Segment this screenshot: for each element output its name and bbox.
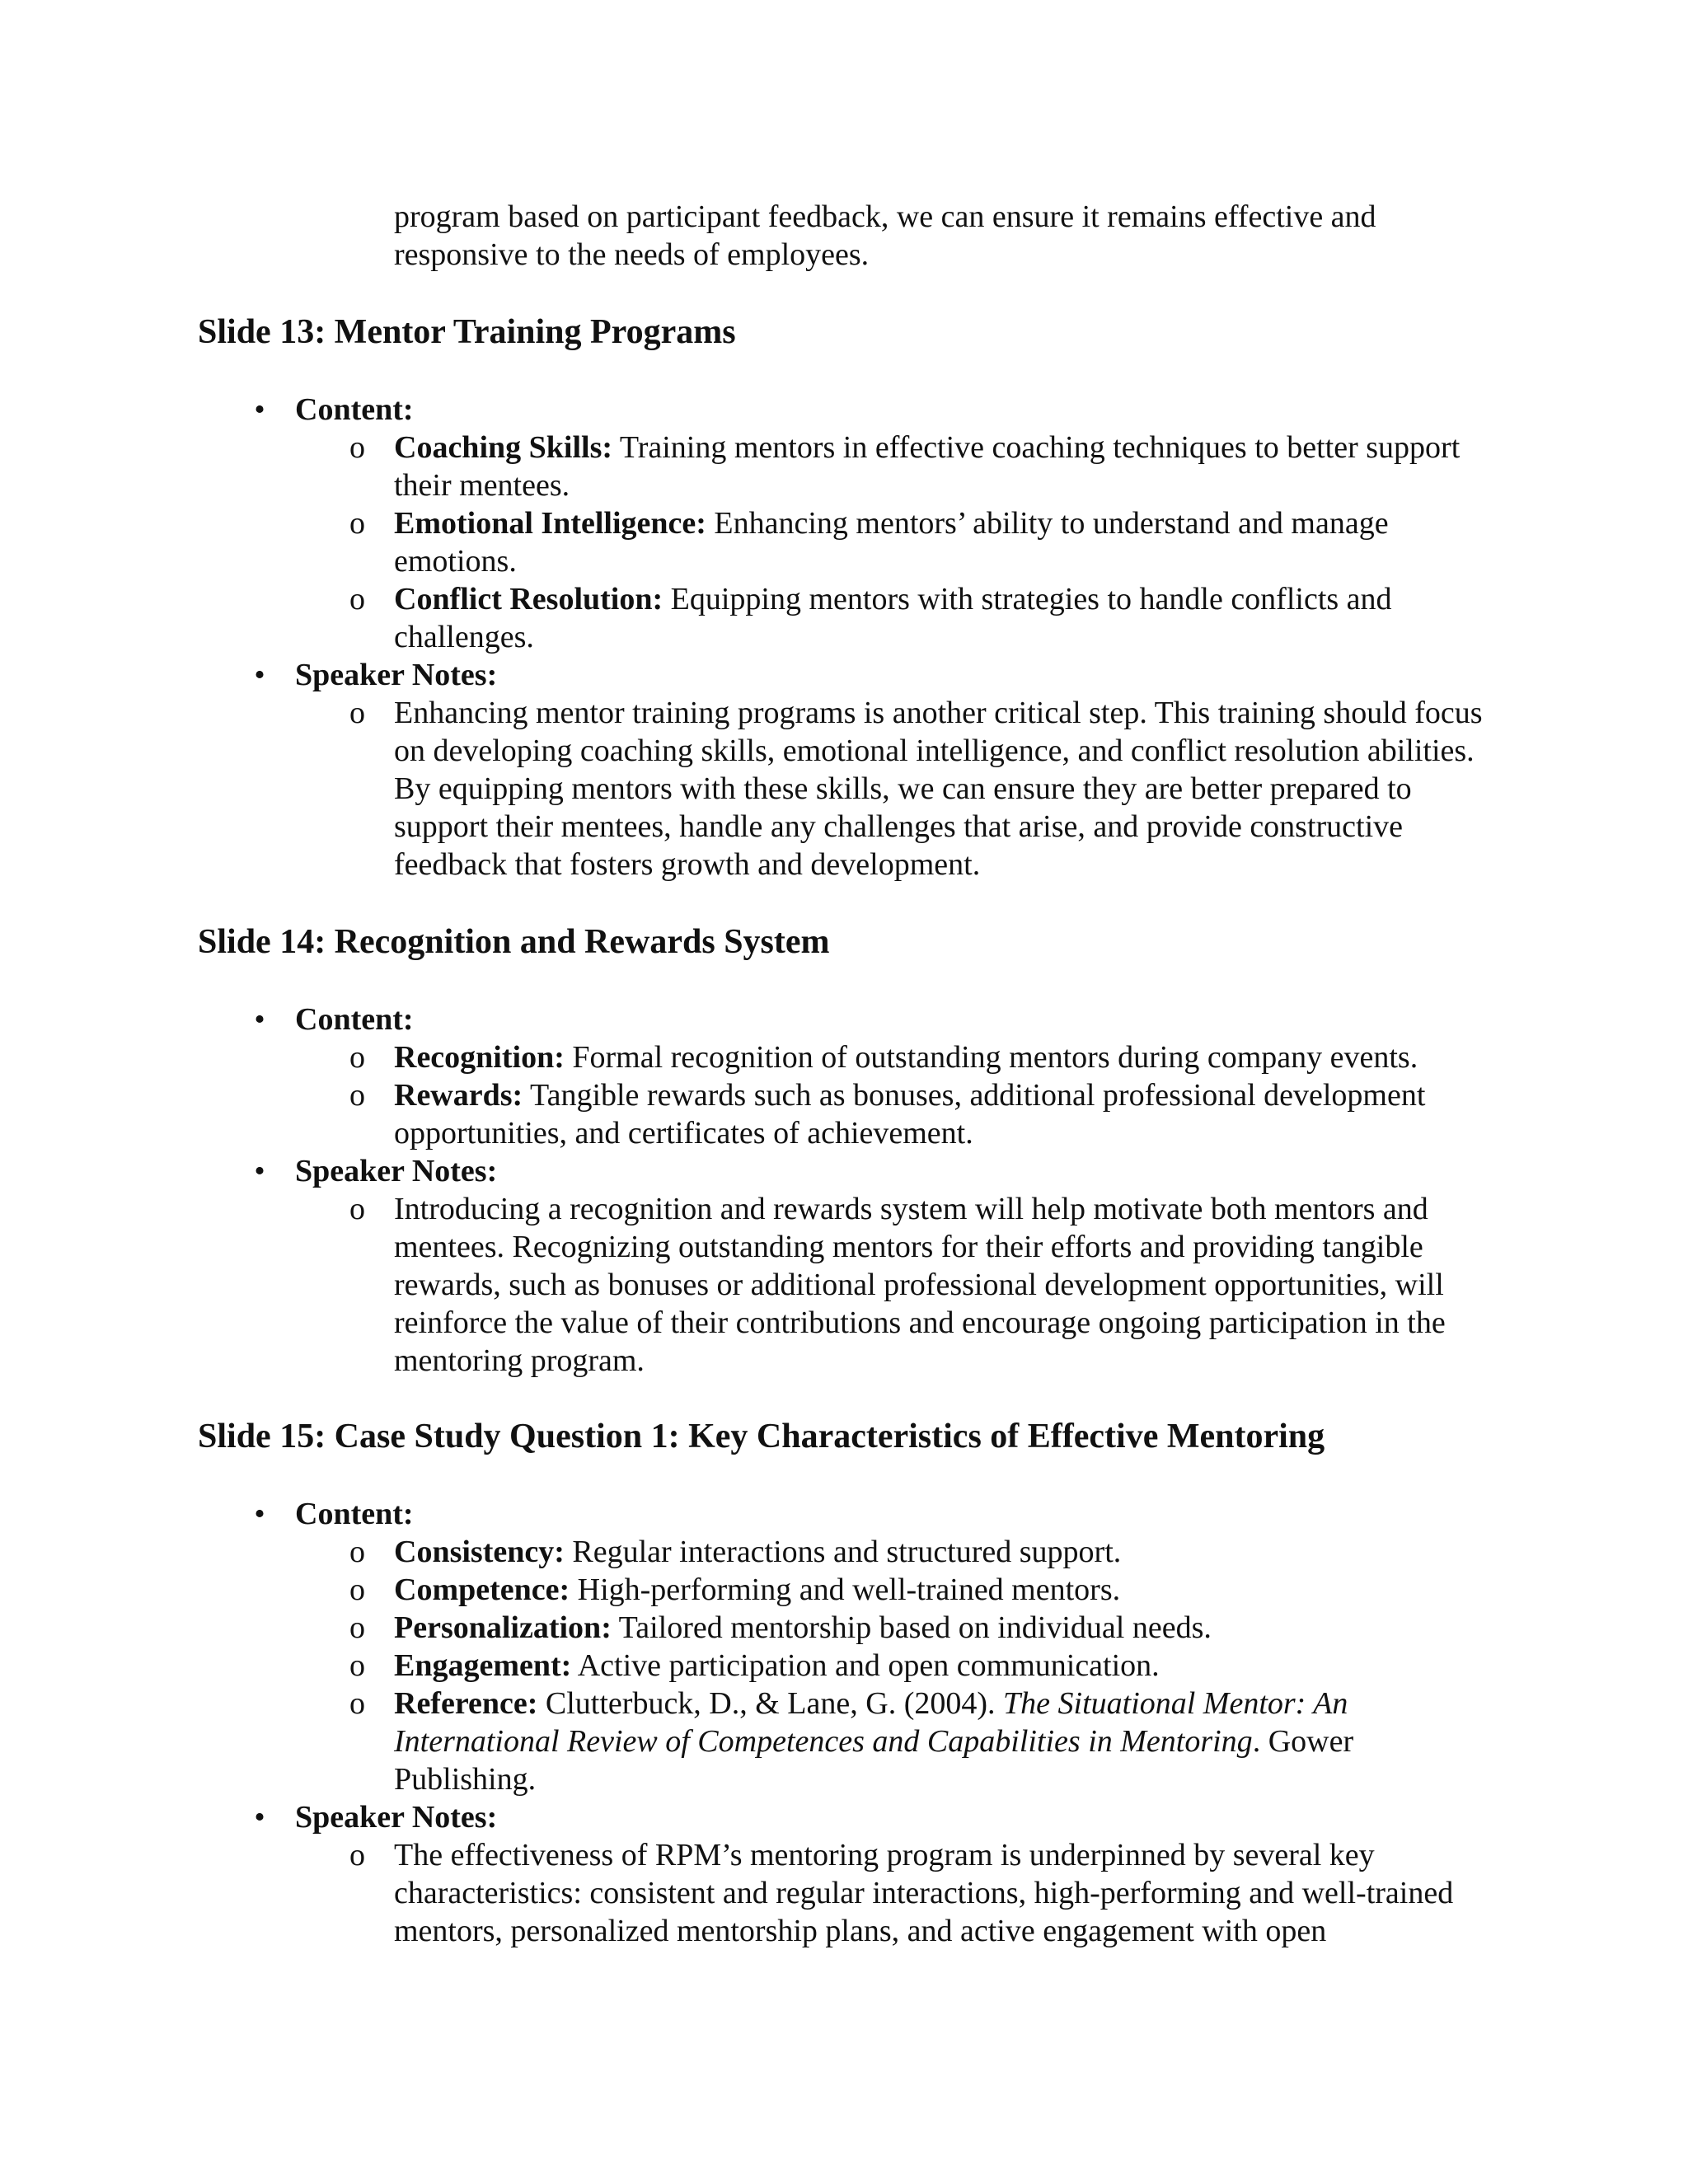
- notes-text: Introducing a recognition and rewards system will help motivate both mentors and mentees. Recognizing outstanding mentors for their efforts and providing tangible rewards, such as bonuses or additional professional development opportunities, will reinforce the value of their contributions and encourage ongoing participation in the mentoring program.: [394, 1192, 1446, 1378]
- sub-list: [198, 1038, 1550, 1152]
- section-heading: Slide 15: Case Study Question 1: Key Characteristics of Effective Mentoring: [198, 1418, 1325, 1455]
- notes-bullet: [198, 656, 1550, 883]
- item-text: Equipping mentors with strategies to handle conflicts and challenges.: [394, 582, 1392, 654]
- list-item: [198, 694, 1498, 883]
- slide-14-section: [198, 921, 1550, 1380]
- list-item: [198, 1190, 1498, 1380]
- sub-bullet-icon: o: [349, 1686, 365, 1721]
- sub-bullet-icon: o: [349, 506, 365, 541]
- sub-list: [198, 429, 1550, 656]
- notes-text: The effectiveness of RPM’s mentoring program is underpinned by several key characteristics: consistent and regular interactions, high-performing and well-trained mentors, personalized mentorship plans, and active engagement with open: [394, 1838, 1454, 1948]
- item-term: Recognition:: [394, 1040, 565, 1075]
- sub-bullet-icon: o: [349, 1535, 365, 1569]
- content-bullet: [198, 391, 1550, 656]
- item-term: Rewards:: [394, 1078, 523, 1113]
- reference-term: Reference:: [394, 1686, 538, 1721]
- sub-bullet-icon: o: [349, 1648, 365, 1683]
- notes-bullet: [198, 1798, 1550, 1950]
- bullet-icon: •: [254, 1154, 265, 1188]
- bullet-icon: •: [254, 1800, 265, 1835]
- bullet-icon: •: [254, 658, 265, 692]
- bullet-icon: •: [254, 1497, 265, 1531]
- item-text: Active participation and open communication.: [571, 1648, 1160, 1683]
- bullet-list: [198, 1495, 1550, 1950]
- sub-list: [198, 694, 1550, 883]
- item-term: Emotional Intelligence:: [394, 506, 706, 541]
- item-term: Conflict Resolution:: [394, 582, 663, 616]
- item-text: Tailored mentorship based on individual needs.: [611, 1610, 1212, 1645]
- list-item: [198, 580, 1498, 656]
- list-item: [198, 1609, 1498, 1647]
- list-item: [198, 1836, 1498, 1950]
- list-item: [198, 1571, 1498, 1609]
- sub-bullet-icon: o: [349, 1572, 365, 1607]
- list-item: [198, 504, 1498, 580]
- sub-bullet-icon: o: [349, 582, 365, 616]
- sub-list: [198, 1533, 1550, 1798]
- reference-item: [198, 1685, 1498, 1798]
- sub-bullet-icon: o: [349, 1192, 365, 1226]
- item-term: Engagement:: [394, 1648, 572, 1683]
- content-bullet: [198, 1495, 1550, 1798]
- bullet-icon: •: [254, 1002, 265, 1037]
- item-text: Enhancing mentors’ ability to understand and manage emotions.: [394, 506, 1389, 579]
- list-item: [198, 429, 1498, 504]
- notes-label: Speaker Notes:: [295, 1800, 498, 1835]
- content-label: Content:: [295, 1497, 414, 1531]
- item-text: Regular interactions and structured support.: [564, 1535, 1122, 1569]
- list-item: [198, 1533, 1498, 1571]
- sub-list: [198, 1836, 1550, 1950]
- section-heading: Slide 13: Mentor Training Programs: [198, 313, 736, 351]
- item-term: Personalization:: [394, 1610, 612, 1645]
- item-term: Consistency:: [394, 1535, 565, 1569]
- sub-bullet-icon: o: [349, 696, 365, 730]
- reference-publisher: . Gower Publishing.: [394, 1724, 1354, 1797]
- item-term: Competence:: [394, 1572, 570, 1607]
- sub-list: [198, 1190, 1550, 1380]
- notes-label: Speaker Notes:: [295, 1154, 498, 1188]
- list-item: [198, 1076, 1498, 1152]
- content-label: Content:: [295, 1002, 414, 1037]
- sub-bullet-icon: o: [349, 1040, 365, 1075]
- sub-bullet-icon: o: [349, 1610, 365, 1645]
- item-text: High-performing and well-trained mentors.: [570, 1572, 1121, 1607]
- section-heading: Slide 14: Recognition and Rewards System: [198, 923, 830, 961]
- sub-bullet-icon: o: [349, 1838, 365, 1872]
- notes-label: Speaker Notes:: [295, 658, 498, 692]
- slide-15-section: [198, 1416, 1550, 1950]
- reference-authors: Clutterbuck, D., & Lane, G. (2004).: [537, 1686, 1004, 1721]
- bullet-icon: •: [254, 392, 265, 427]
- continuation-paragraph: program based on participant feedback, we can ensure it remains effective and responsive to the needs of employees.: [394, 199, 1376, 272]
- list-item: [198, 1038, 1498, 1076]
- content-bullet: [198, 1001, 1550, 1152]
- content-label: Content:: [295, 392, 414, 427]
- list-item: [198, 1647, 1498, 1685]
- sub-bullet-icon: o: [349, 430, 365, 465]
- item-text: Tangible rewards such as bonuses, additional professional development opportunities, and certificates of achievement.: [394, 1078, 1426, 1151]
- item-text: Training mentors in effective coaching techniques to better support their mentees.: [394, 430, 1461, 503]
- sub-bullet-icon: o: [349, 1078, 365, 1113]
- slide-13-section: [198, 312, 1550, 883]
- notes-bullet: [198, 1152, 1550, 1380]
- item-term: Coaching Skills:: [394, 430, 613, 465]
- notes-text: Enhancing mentor training programs is another critical step. This training should focus on developing coaching skills, emotional intelligence, and conflict resolution abilities. By equipping mentors with these skills, we can ensure they are better prepared to support their mentees, handle any challenges that arise, and provide constructive feedback that fosters growth and development.: [394, 696, 1483, 882]
- bullet-list: [198, 1001, 1550, 1380]
- reference-title: The Situational Mentor: An International Review of Competences and Capabilities in Mentoring: [394, 1686, 1348, 1759]
- item-text: Formal recognition of outstanding mentors during company events.: [564, 1040, 1418, 1075]
- bullet-list: [198, 391, 1550, 883]
